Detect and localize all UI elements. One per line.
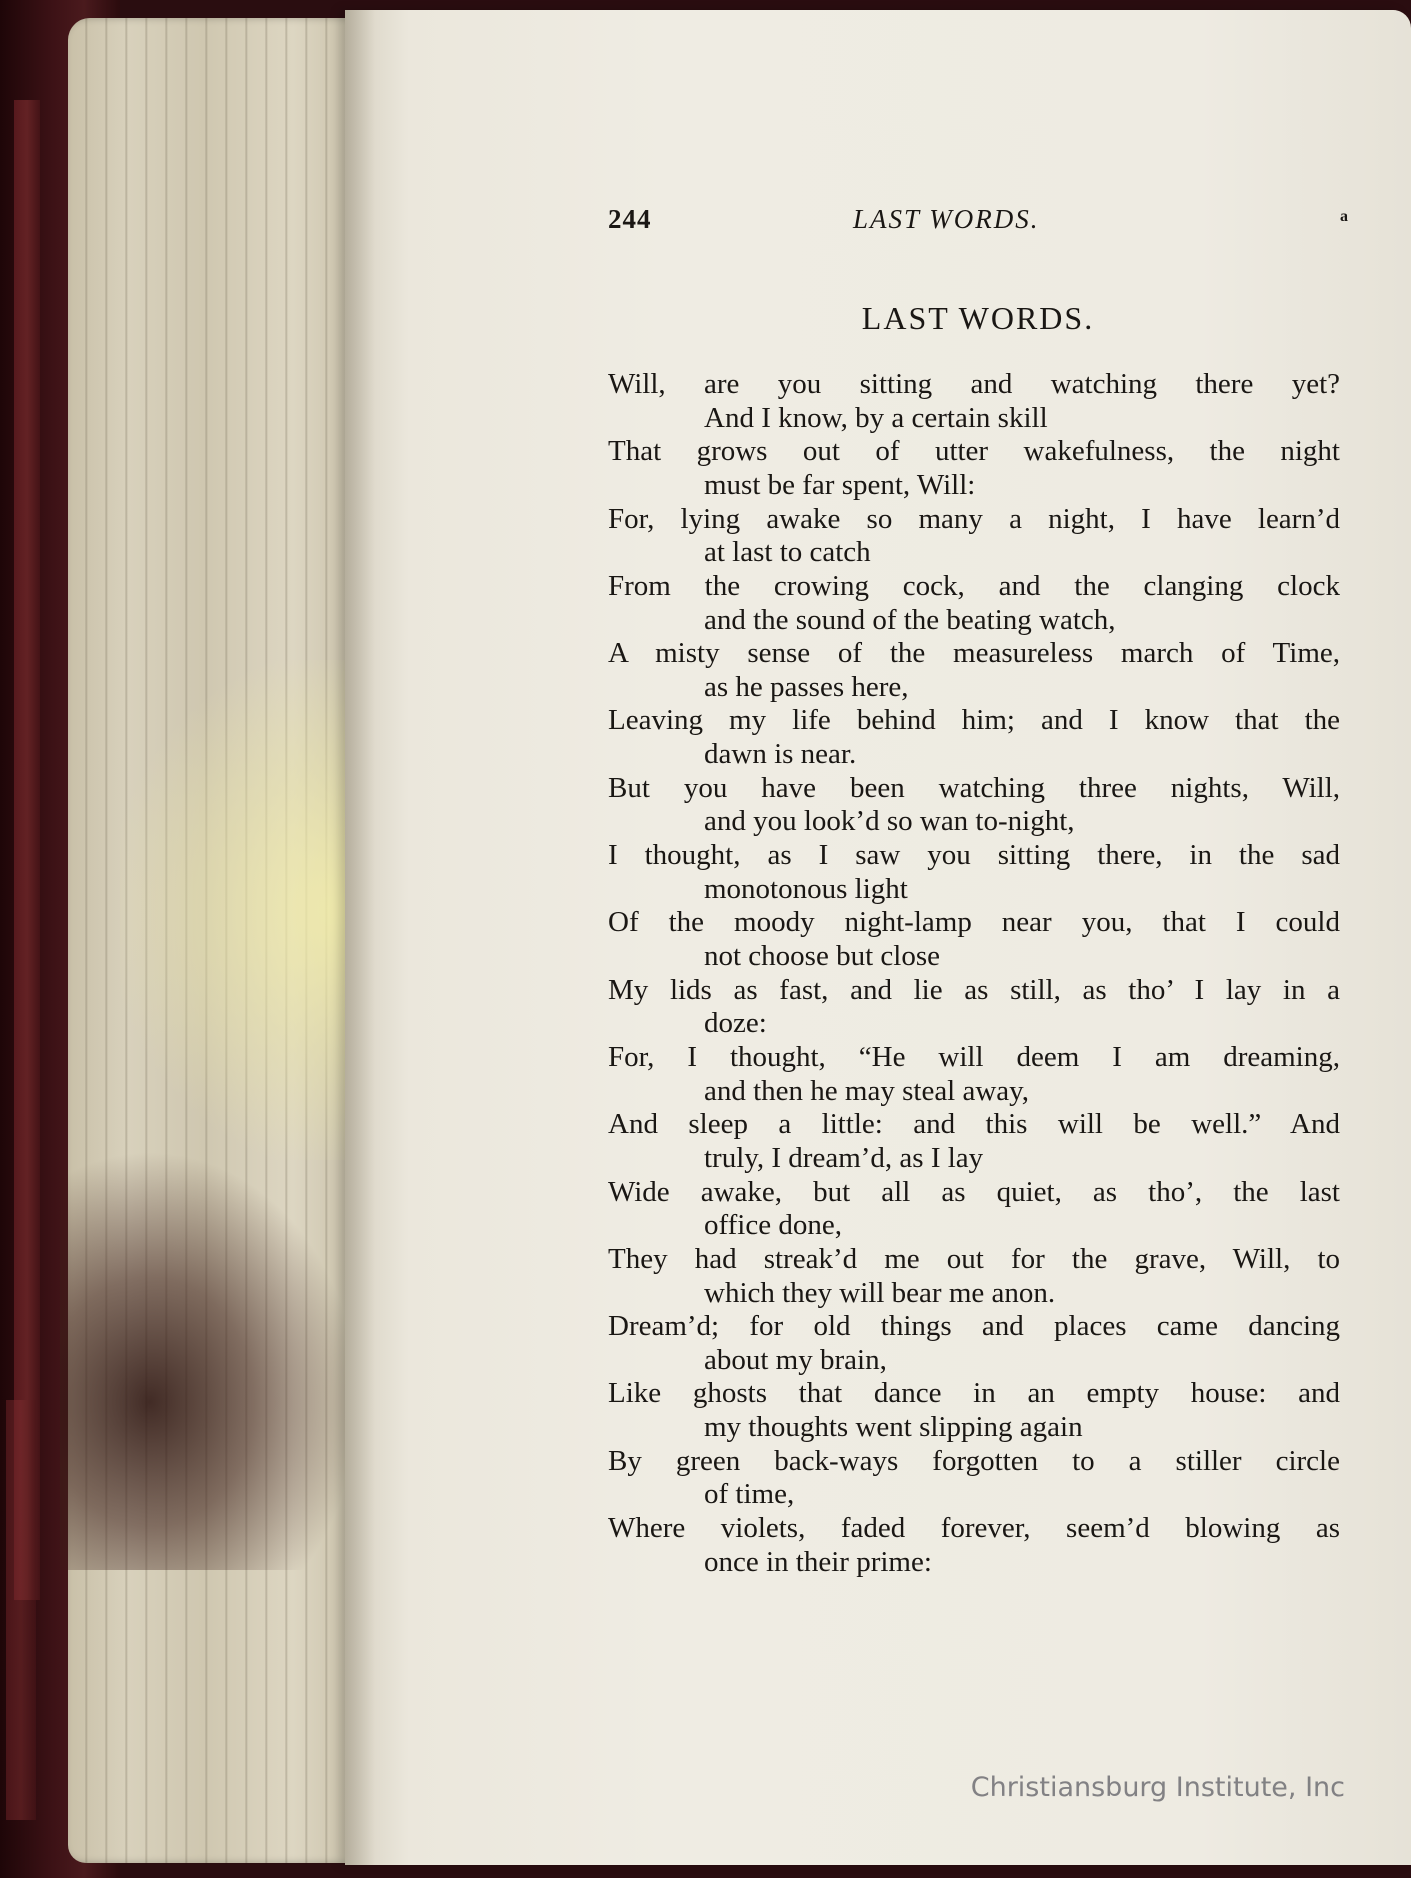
poem-line-continuation: as he passes here, [704, 670, 909, 703]
poem-line-text: For, lying awake so many a night, I have learn’d [608, 502, 1340, 535]
poem-line-continuation: not choose but close [704, 940, 940, 973]
poem-line [608, 1310, 1340, 1377]
poem-line-text: Where violets, faded forever, seem’d blowing as [608, 1512, 1340, 1545]
poem-line-continuation: and you look’d so wan to-night, [704, 805, 1075, 838]
poem-line-text: For, I thought, “He will deem I am dreaming, [608, 1040, 1340, 1073]
poem-line-text: Of the moody night-lamp near you, that I could [608, 906, 1340, 939]
poem-line [608, 435, 1340, 502]
poem-line-text: And sleep a little: and this will be well.” And [608, 1108, 1340, 1141]
poem-line [608, 1445, 1340, 1512]
poem-line [608, 1108, 1340, 1175]
poem-line [608, 906, 1340, 973]
poem-line-text: Dream’d; for old things and places came dancing [608, 1310, 1340, 1343]
running-title: LAST WORDS. [853, 204, 1040, 234]
cover-wear-strip-lower [6, 1400, 36, 1820]
poem-line-continuation: about my brain, [704, 1343, 887, 1376]
poem-line [608, 974, 1340, 1041]
poem-line-text: From the crowing cock, and the clanging clock [608, 569, 1340, 602]
poem-line-continuation: at last to catch [704, 536, 871, 569]
poem-body [608, 368, 1340, 1579]
poem-title: LAST WORDS. [861, 300, 1095, 336]
spine-shadow [345, 10, 375, 1865]
poem-line [608, 1176, 1340, 1243]
poem-line-text: Leaving my life behind him; and I know that the [608, 704, 1340, 737]
poem-line-text: But you have been watching three nights, Will, [608, 771, 1340, 804]
poem-line-text: By green back-ways forgotten to a stiller circle [608, 1444, 1340, 1477]
poem-line-continuation: which they will bear me anon. [704, 1276, 1056, 1309]
poem-line [608, 368, 1340, 435]
poem-line [608, 570, 1340, 637]
poem-line [608, 1243, 1340, 1310]
poem-line-text: That grows out of utter wakefulness, the night [608, 435, 1340, 468]
poem-line-text: Will, are you sitting and watching there yet? [608, 368, 1340, 400]
poem-line [608, 637, 1340, 704]
poem-line-continuation: office done, [704, 1209, 842, 1242]
poem-line [608, 1041, 1340, 1108]
poem-line-continuation: dawn is near. [704, 738, 857, 771]
poem-line [608, 1377, 1340, 1444]
poem-line-continuation: of time, [704, 1478, 795, 1511]
poem-line-text: Like ghosts that dance in an empty house: and [608, 1377, 1340, 1410]
poem-line-continuation: must be far spent, Will: [704, 468, 976, 501]
corner-mark: a [1340, 208, 1348, 225]
poem-line-continuation: truly, I dream’d, as I lay [704, 1141, 984, 1174]
watermark: Christiansburg Institute, Inc [970, 1772, 1345, 1803]
cover-wear-strip [14, 100, 40, 1600]
poem-line-continuation: and then he may steal away, [704, 1074, 1030, 1107]
poem-line-text: Wide awake, but all as quiet, as tho’, the last [608, 1175, 1340, 1208]
poem-line [608, 772, 1340, 839]
poem-line-continuation: once in their prime: [704, 1545, 932, 1578]
poem-line [608, 1512, 1340, 1579]
poem-line-text: They had streak’d me out for the grave, Will, to [608, 1242, 1340, 1275]
poem-line-text: A misty sense of the measureless march of Time, [608, 637, 1340, 670]
poem-line-text: My lids as fast, and lie as still, as tho’ I lay in a [608, 973, 1340, 1006]
poem-line-continuation: and the sound of the beating watch, [704, 603, 1116, 636]
poem-line-continuation: monotonous light [704, 872, 908, 905]
poem-line-text: I thought, as I saw you sitting there, in the sad [608, 839, 1340, 872]
poem-line-continuation: doze: [704, 1007, 767, 1040]
page-number: 244 [608, 204, 652, 234]
poem-line [608, 839, 1340, 906]
thumb-shadow [60, 1150, 360, 1570]
poem-line-continuation: my thoughts went slipping again [704, 1411, 1083, 1444]
poem-line [608, 704, 1340, 771]
running-head [608, 204, 1348, 244]
poem-line [608, 503, 1340, 570]
poem-line-continuation: And I know, by a certain skill [704, 401, 1048, 434]
